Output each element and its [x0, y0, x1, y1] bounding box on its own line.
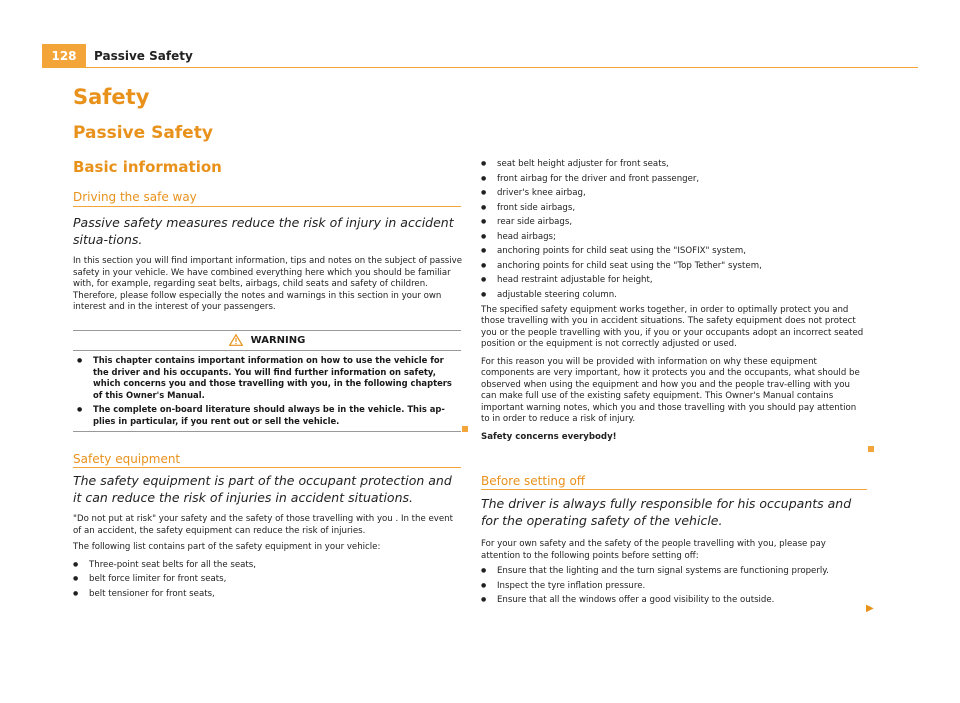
section-end-marker [868, 446, 874, 452]
list-item: ● Three-point seat belts for all the seats, [73, 559, 463, 571]
equipment-list [73, 559, 463, 600]
heading-passive-safety: Passive Safety [73, 123, 213, 143]
list-item: ● driver's knee airbag, [481, 187, 867, 199]
heading-basic-information: Basic information [73, 158, 222, 176]
header-title: Passive Safety [94, 49, 193, 63]
section-end-marker [462, 426, 468, 432]
heading-before-setting-off: Before setting off [481, 474, 586, 488]
lead-driving: Passive safety measures reduce the risk of injury in accident situa-tions. [73, 215, 454, 247]
header-rule [86, 67, 918, 68]
paragraph-equipment-works: The specified safety equipment works together, in order to optimally protect you and those travelling with you in accident situations. The safety equipment does not protect you or the people travelling with you, if you or your occupants adopt an incorrect seated position or the equipment is not correctly adjusted or used. [481, 304, 864, 349]
list-item: ● rear side airbags, [481, 216, 867, 228]
right-column-top [481, 158, 867, 443]
left-column-top [73, 214, 463, 314]
checklist [481, 565, 867, 606]
page-number: 128 [42, 44, 86, 68]
list-item: ● belt tensioner for front seats, [73, 588, 463, 600]
warning-body [73, 351, 461, 434]
paragraph-intro: In this section you will find important information, tips and notes on the subject of passive safety in your vehicle. We have combined everything here which you should be familiar with, for example, regarding seat belts, airbags, child seats and safety of children. Therefore, please follow especially the notes and warnings in this section in your own interest and in the interest of your passengers. [73, 256, 463, 312]
list-item: ● anchoring points for child seat using the "Top Tether" system, [481, 260, 867, 272]
warning-title: WARNING [250, 335, 306, 346]
section-rule [73, 206, 461, 207]
list-item: ● anchoring points for child seat using the "ISOFIX" system, [481, 245, 867, 257]
warning-box [73, 330, 461, 432]
paragraph-list-intro: The following list contains part of the safety equipment in your vehicle: [73, 542, 381, 552]
left-column-bottom [73, 472, 463, 602]
warning-header [73, 331, 461, 351]
right-column-bottom [481, 495, 867, 609]
list-item: ● adjustable steering column. [481, 289, 867, 301]
paragraph-information: For this reason you will be provided with information on why these equipment components are very important, how it protects you and the occupants, what should be observed when using the equipment and how you and the people trav-elling with you can make full use of the existing safety equipment. This Owner's Manual contains important warning notes, which you and those travelling with you should pay attention to in order to reduce a risk of injury. [481, 356, 860, 424]
list-item: ● seat belt height adjuster for front seats, [481, 158, 867, 170]
warning-item: ● This chapter contains important information on how to use the vehicle for the driver and his occupants. You will find further information on safety, which concerns you and those travelling with you, in the following chapters of this Owner's Manual. [77, 355, 457, 401]
heading-safety-equipment: Safety equipment [73, 452, 181, 466]
note-safety-concerns: Safety concerns everybody! [481, 431, 617, 442]
warning-item: ● The complete on-board literature should always be in the vehicle. This ap-plies in particular, if you rent out or sell the vehicle. [77, 404, 457, 427]
list-item: ● Ensure that the lighting and the turn signal systems are functioning properly. [481, 565, 867, 577]
page-header [42, 44, 193, 68]
list-item: ● front side airbags, [481, 202, 867, 214]
list-item: ● front airbag for the driver and front passenger, [481, 173, 867, 185]
paragraph-do-not-risk: "Do not put at risk" your safety and the safety of those travelling with you . In the event of an accident, the safety equipment can reduce the risk of injuries. [73, 514, 453, 536]
warning-triangle-icon [229, 331, 243, 350]
list-item: ● Ensure that all the windows offer a good visibility to the outside. [481, 594, 867, 606]
heading-driving-safe-way: Driving the safe way [73, 190, 197, 204]
list-item: ● head airbags; [481, 231, 867, 243]
list-item: ● head restraint adjustable for height, [481, 274, 867, 286]
heading-safety: Safety [73, 85, 150, 109]
lead-before-setting-off: The driver is always fully responsible for his occupants and for the operating safety of the vehicle. [481, 496, 852, 528]
section-rule [73, 467, 461, 468]
lead-safety-equipment: The safety equipment is part of the occupant protection and it can reduce the risk of injuries in accident situations. [73, 473, 452, 505]
paragraph-before-setting-off: For your own safety and the safety of the people travelling with you, please pay attention to the following points before setting off: [481, 539, 826, 561]
equipment-list-continued [481, 158, 867, 301]
section-rule [481, 489, 867, 490]
list-item: ● Inspect the tyre inflation pressure. [481, 580, 867, 592]
arrow-right-icon: ▶ [866, 603, 874, 614]
list-item: ● belt force limiter for front seats, [73, 573, 463, 585]
